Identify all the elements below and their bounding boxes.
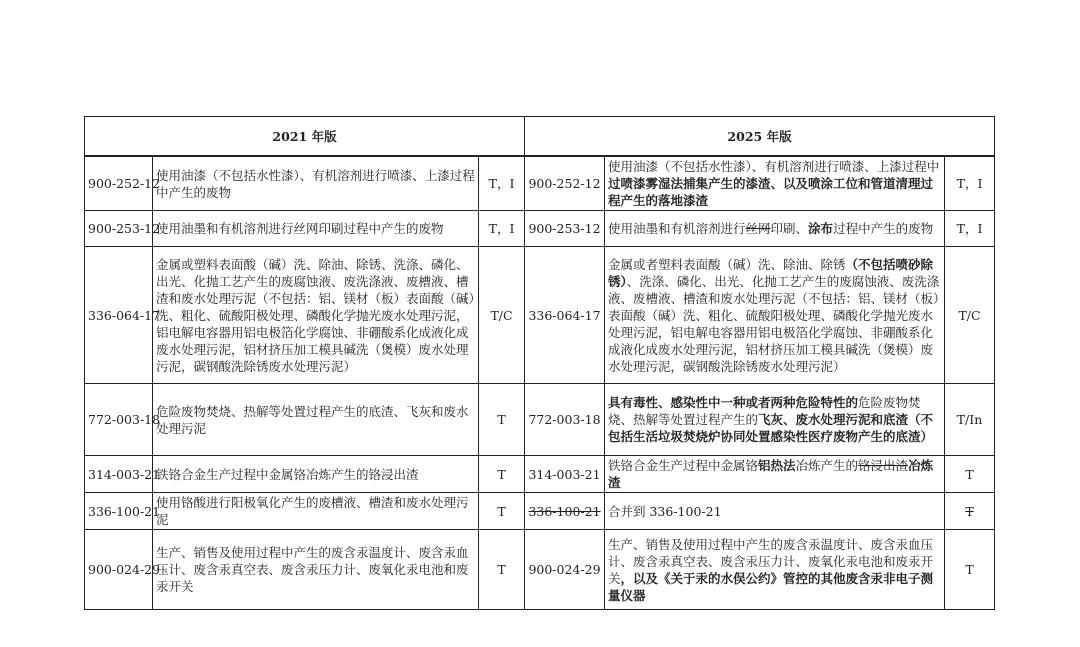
old-description-cell: 金属或塑料表面酸（碱）洗、除油、除锈、洗涤、磷化、出光、化抛工艺产生的废腐蚀液、废洗涤液、废槽液、槽渣和废水处理污泥（不包括：铝、镁材（板）表面酸（碱）洗、粗化、硫酸阳极处理、磷酸化学抛光废水处理污泥，铝电解电容器用铝电极箔化学腐蚀、非硼酸系化成液化成废水处理污泥，铝材挤压加工模具碱洗（煲模）废水处理污泥，碳钢酸洗除锈废水处理污泥） — [153, 247, 479, 384]
new-property-cell: T，I — [945, 156, 995, 211]
table-row — [85, 530, 995, 610]
new-code-cell: 900-253-12 — [525, 211, 605, 247]
header-2025: 2025 年版 — [525, 117, 995, 157]
new-code-cell: 314-003-21 — [525, 456, 605, 493]
old-description-cell: 危险废物焚烧、热解等处置过程产生的底渣、飞灰和废水处理污泥 — [153, 384, 479, 456]
text-segment: 、洗涤、磷化、出光、化抛工艺产生的废腐蚀液、废洗涤液、废槽液、槽渣和废水处理污泥（不包括：铝、镁材（板）表面酸（碱）洗、粗化、硫酸阳极处理、磷酸化学抛光废水处理污泥，铝电解电容器用铝电极箔化学腐蚀、非硼酸系化成液化成废水处理污泥，铝材挤压加工模具碱洗（煲模）废水处理污泥，碳钢酸洗除锈废水处理污泥） — [608, 273, 940, 374]
old-property-cell: T — [479, 384, 525, 456]
old-description-cell: 使用油漆（不包括水性漆）、有机溶剂进行喷漆、上漆过程中产生的废物 — [153, 156, 479, 211]
new-description-cell — [605, 156, 945, 211]
old-code-cell: 336-064-17 — [85, 247, 153, 384]
old-property-cell: T，I — [479, 156, 525, 211]
old-code-cell: 900-252-12 — [85, 156, 153, 211]
table-row — [85, 156, 995, 211]
header-row — [85, 117, 995, 157]
table-row — [85, 384, 995, 456]
added-text: 具有毒性、感染性中一种或者两种危险特性的 — [608, 395, 859, 410]
new-code-cell: 336-064-17 — [525, 247, 605, 384]
added-text: 过喷漆雾湿法捕集产生的漆渣、以及喷涂工位和管道清理过程产生的落地漆渣 — [608, 176, 934, 208]
new-description-cell — [605, 530, 945, 610]
new-description-cell — [605, 247, 945, 384]
new-code-cell — [525, 493, 605, 530]
struck-code: 336-100-21 — [528, 503, 601, 519]
old-code-cell: 900-253-12 — [85, 211, 153, 247]
new-description-cell — [605, 456, 945, 493]
new-property-cell: T，I — [945, 211, 995, 247]
added-text: 冶炼渣 — [608, 458, 934, 490]
new-code-cell: 900-252-12 — [525, 156, 605, 211]
added-text: 涂布 — [808, 221, 834, 236]
struck-property: T — [965, 503, 974, 519]
new-code-cell: 772-003-18 — [525, 384, 605, 456]
new-description-cell — [605, 211, 945, 247]
deleted-text: 铬浸出渣 — [858, 458, 909, 473]
added-text: （不包括喷砂除锈） — [608, 256, 934, 289]
new-description-cell — [605, 493, 945, 530]
new-property-cell: T/C — [945, 247, 995, 384]
text-segment: 冶炼产生的 — [795, 458, 859, 473]
text-segment: 使用油墨和有机溶剂进行 — [608, 221, 746, 236]
old-code-cell: 336-100-21 — [85, 493, 153, 530]
added-text: 飞灰、废水处理污泥和底渣（不包括生活垃圾焚烧炉协同处置感染性医疗废物产生的底渣） — [608, 412, 934, 444]
old-description-cell: 生产、销售及使用过程中产生的废含汞温度计、废含汞血压计、废含汞真空表、废含汞压力计、废氧化汞电池和废汞开关 — [153, 530, 479, 610]
old-property-cell: T — [479, 456, 525, 493]
added-text: 铝热法 — [758, 458, 796, 473]
old-code-cell: 314-003-21 — [85, 456, 153, 493]
table-row — [85, 456, 995, 493]
new-property-cell: T — [945, 530, 995, 610]
new-code-cell: 900-024-29 — [525, 530, 605, 610]
new-property-cell: T/In — [945, 384, 995, 456]
text-segment: 危险废物焚烧、热解等处置过程产生的 — [608, 395, 921, 427]
old-code-cell: 772-003-18 — [85, 384, 153, 456]
old-property-cell: T，I — [479, 211, 525, 247]
old-property-cell: T — [479, 493, 525, 530]
old-description-cell: 使用铬酸进行阳极氧化产生的废槽液、槽渣和废水处理污泥 — [153, 493, 479, 530]
table-row — [85, 247, 995, 384]
comparison-table — [84, 116, 995, 610]
text-segment: 印刷、 — [770, 221, 809, 236]
new-property-cell — [945, 493, 995, 530]
added-text: ，以及《关于汞的水俣公约》管控的其他废含汞非电子测量仪器 — [608, 570, 934, 603]
text-segment: 合并到 336-100-21 — [608, 503, 722, 519]
text-segment: 生产、销售及使用过程中产生的废含汞温度计、废含汞血压计、废含汞真空表、废含汞压力计、废氧化汞电池和废汞开关 — [608, 536, 934, 586]
old-code-cell: 900-024-29 — [85, 530, 153, 610]
old-description-cell: 铁铬合金生产过程中金属铬冶炼产生的铬浸出渣 — [153, 456, 479, 493]
text-segment: 使用油漆（不包括水性漆）、有机溶剂进行喷漆、上漆过程中 — [608, 159, 940, 174]
text-segment: 过程中产生的废物 — [833, 221, 934, 236]
table-row — [85, 493, 995, 530]
text-segment: 铁铬合金生产过程中金属铬 — [608, 458, 759, 473]
table-row — [85, 211, 995, 247]
new-property-cell: T — [945, 456, 995, 493]
deleted-text: 丝网 — [745, 221, 771, 236]
text-segment: 金属或者塑料表面酸（碱）洗、除油、除锈 — [608, 256, 846, 272]
old-property-cell: T/C — [479, 247, 525, 384]
header-2021: 2021 年版 — [85, 117, 525, 157]
new-description-cell — [605, 384, 945, 456]
old-description-cell: 使用油墨和有机溶剂进行丝网印刷过程中产生的废物 — [153, 211, 479, 247]
old-property-cell: T — [479, 530, 525, 610]
